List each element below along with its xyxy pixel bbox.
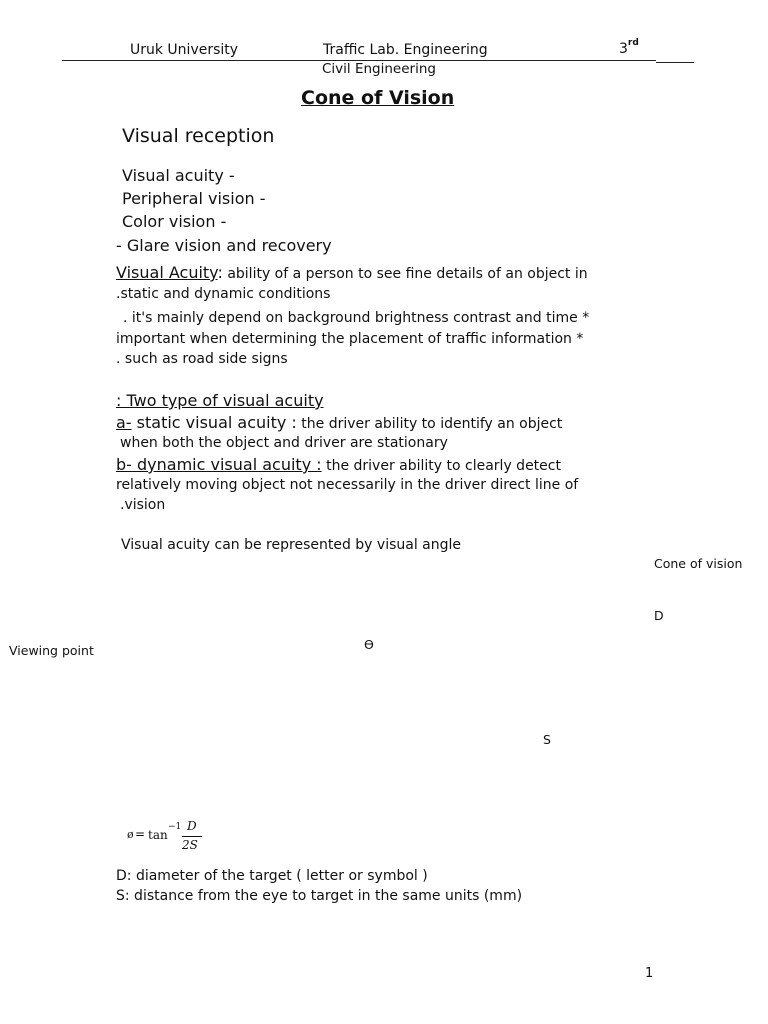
dynamic-term: b- dynamic visual acuity : — [116, 455, 322, 474]
acuity-line-2: .static and dynamic conditions — [116, 286, 331, 302]
note-1: . it's mainly depend on background brightness contrast and time * — [123, 310, 590, 326]
page-number: 1 — [645, 966, 654, 981]
formula-denominator: 2S — [182, 838, 198, 852]
formula-numerator: D — [187, 819, 197, 833]
static-acuity-line — [116, 413, 562, 432]
section-title: Visual reception — [122, 125, 275, 147]
list-item-glare-text: Glare vision and recovery — [126, 236, 332, 255]
list-dash: - — [116, 236, 122, 255]
acuity-definition — [116, 263, 588, 282]
header-year — [619, 38, 639, 57]
list-item-color-vision: Color vision - — [122, 212, 227, 231]
diagram-theta: ϴ — [364, 637, 374, 652]
static-line-2: when both the object and driver are stationary — [120, 435, 448, 451]
header-year-suffix: rd — [627, 38, 639, 48]
definition-d: D: diameter of the target ( letter or symbol ) — [116, 868, 428, 884]
header-department: Civil Engineering — [322, 61, 436, 77]
acuity-line-1: ability of a person to see fine details of an object in — [222, 266, 588, 282]
formula-tan-exponent: −1 — [168, 822, 182, 832]
definition-s: S: distance from the eye to target in the same units (mm) — [116, 888, 523, 904]
note-3: . such as road side signs — [116, 351, 288, 367]
static-term: static visual acuity : — [131, 413, 297, 432]
acuity-colon: : — [217, 263, 223, 282]
formula-equals: = — [135, 827, 146, 841]
dynamic-line-3: .vision — [120, 497, 166, 513]
header-course: Traffic Lab. Engineering — [323, 42, 488, 58]
header-rule-right — [656, 62, 694, 63]
static-line-1: the driver ability to identify an object — [296, 416, 563, 432]
diagram-viewing-point: Viewing point — [9, 643, 94, 658]
dynamic-acuity-line — [116, 455, 561, 474]
diagram-s-label: S — [543, 732, 551, 747]
formula-phi: ø — [127, 828, 134, 841]
list-item-glare-vision — [116, 236, 332, 255]
static-prefix: a- — [116, 413, 132, 432]
header-university: Uruk University — [130, 42, 239, 58]
formula-tan: tan — [148, 828, 168, 842]
list-item-visual-acuity: Visual acuity - — [122, 166, 235, 185]
acuity-term: Visual Acuity — [116, 263, 218, 282]
note-2: important when determining the placement of traffic information * — [116, 331, 584, 347]
page-title: Cone of Vision — [301, 87, 455, 109]
dynamic-line-1: the driver ability to clearly detect — [321, 458, 561, 474]
header-year-number: 3 — [619, 41, 628, 57]
formula-fraction-bar — [182, 836, 202, 837]
angle-text: Visual acuity can be represented by visual angle — [121, 537, 462, 553]
list-item-peripheral-vision: Peripheral vision - — [122, 189, 266, 208]
diagram-d-label: D — [654, 608, 664, 623]
diagram-cone-label: Cone of vision — [654, 556, 743, 571]
dynamic-line-2: relatively moving object not necessarily in the driver direct line of — [116, 477, 579, 493]
types-heading: : Two type of visual acuity — [116, 391, 324, 410]
